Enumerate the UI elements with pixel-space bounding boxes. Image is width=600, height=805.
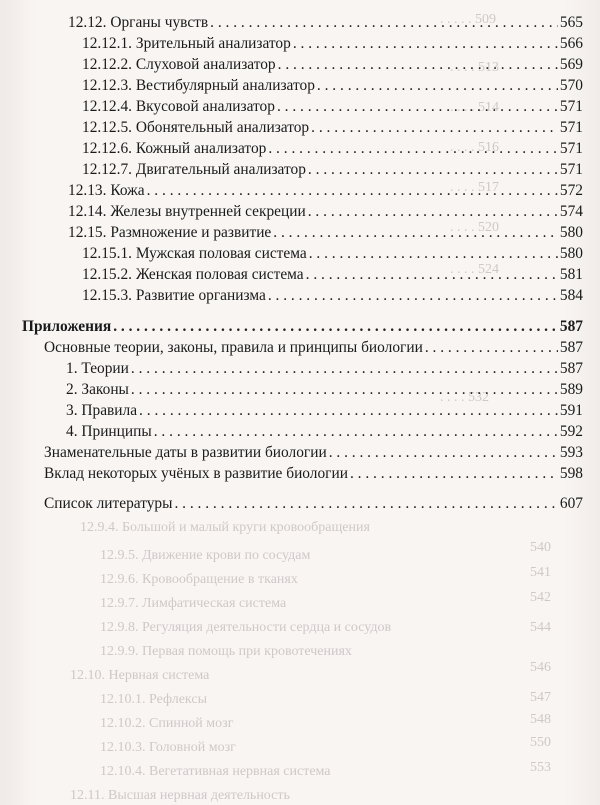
toc-entry: 12.13. Кожа . . . 572	[68, 181, 583, 201]
toc-entry: 12.12.3. Вестибулярный анализатор . . . 570	[82, 76, 583, 96]
toc-entry: 12.12.5. Обонятельный анализатор . . . 571	[82, 118, 583, 138]
toc-section-heading: Приложения . . . 587	[22, 317, 583, 337]
toc-entry: 12.14. Железы внутренней секреции . . . 574	[68, 202, 583, 222]
toc-entry: 12.15.1. Мужская половая система . . . 580	[82, 244, 583, 264]
toc-entry: 1. Теории . . . 587	[66, 359, 583, 379]
toc-entry: 12.12.1. Зрительный анализатор . . . 566	[82, 34, 583, 54]
toc-entry: 12.12.2. Слуховой анализатор . . . 569	[82, 55, 583, 75]
toc-entry: 3. Правила . . . 591	[66, 401, 583, 421]
toc-entry: 2. Законы . . . 589	[66, 380, 583, 400]
bleed-through-text: . . . . . 509 . . . . 513 . . . . 514 . . . . 516 . . . . 517 . . . . 520 . . . . 524 . . . . 532 12.9.4. Большой и малый круги кровообращения 12.9.5. Движение крови по сосудам 12.9.6. Кровообращение в тканях 12.9.7. Лимфатическая система 12.9.8. Регуляция деятельности сердца и сосудов 12.9.9. Первая помощь при кровотечениях 12.10. Нервная система 12.10.1. Рефлексы 12.10.2. Спинной мозг 12.10.3. Головной мозг 12.10.4. Вегетативная нервная система 12.11. Высшая нервная деятельность 540 541 542 544 546 547 548 550 553	[70, 12, 551, 803]
toc-entry: Основные теории, законы, правила и принципы биологии . . . 587	[44, 338, 583, 358]
toc-entry: Знаменательные даты в развитии биологии . . . 593	[44, 443, 583, 463]
toc-entry: 12.15. Размножение и развитие . . . 580	[68, 223, 583, 243]
toc-entry: 12.15.3. Развитие организма . . . 584	[82, 286, 583, 306]
toc-entry: Список литературы . . . 607	[44, 494, 583, 514]
toc-entry: 12.12.6. Кожный анализатор . . . 571	[82, 139, 583, 159]
toc-entry: 12.12.4. Вкусовой анализатор . . . 571	[82, 97, 583, 117]
toc-entry: Вклад некоторых учёных в развитие биологии . . . 598	[44, 464, 583, 484]
toc-entry: 12.12.7. Двигательный анализатор . . . 571	[82, 160, 583, 180]
toc-entry: 4. Принципы . . . 592	[66, 422, 583, 442]
toc-entry: 12.12. Органы чувств . . . 565	[68, 13, 583, 33]
toc-entry: 12.15.2. Женская половая система . . . 581	[82, 265, 583, 285]
